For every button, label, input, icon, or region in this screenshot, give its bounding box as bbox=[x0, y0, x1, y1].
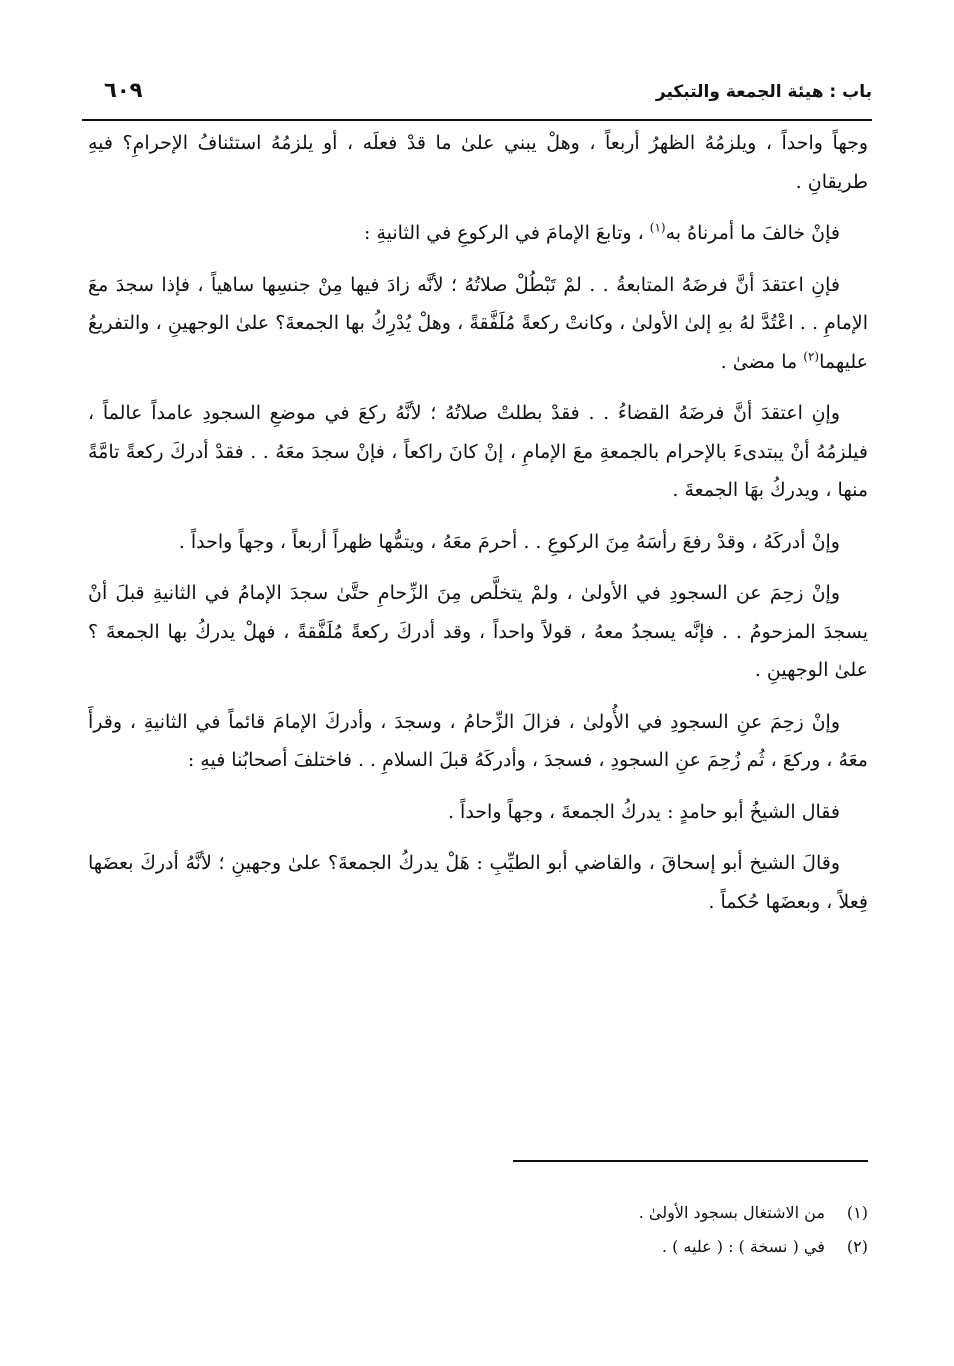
paragraph-text: وقالَ الشيخ أبو إسحاقَ ، والقاضي أبو الطيِّبِ : هَلْ يدركُ الجمعةَ؟ علىٰ وجهينِ ؛ لأنَّهُ أدركَ بعضَها فِعلاً ، وبعضَها حُكماً . bbox=[88, 852, 868, 913]
footnote-number: (١) bbox=[846, 1203, 868, 1222]
paragraph bbox=[88, 266, 868, 382]
paragraph bbox=[88, 124, 868, 201]
footnote bbox=[88, 1196, 868, 1230]
paragraph-text: فقال الشيخُ أبو حامدٍ : يدركُ الجمعةَ ، وجهاً واحداً . bbox=[447, 800, 840, 823]
paragraph bbox=[88, 703, 868, 780]
paragraph bbox=[88, 523, 868, 562]
footnote-rule bbox=[513, 1160, 868, 1162]
footnote bbox=[88, 1230, 868, 1264]
paragraph bbox=[88, 844, 868, 921]
footnote-ref: (١) bbox=[649, 220, 666, 235]
footnote-text: من الاشتغال بسجود الأولىٰ . bbox=[638, 1203, 825, 1222]
page-header bbox=[82, 76, 872, 116]
paragraph-text: فإنِ اعتقدَ أنَّ فرضَهُ المتابعةُ . . لمْ تَبْطُلْ صلاتُهُ ؛ لأنَّه زادَ فيها مِنْ جنسِها ساهياً ، فإذا سجدَ معَ الإمامِ . . اعْتُدَّ لهُ بهِ إلىٰ الأولىٰ ، وكانتْ ركعةً مُلَفَّقةً ، وهلْ يُدْرِكُ بها الجمعةَ؟ علىٰ الوجهينِ ، والتفريعُ عليهما bbox=[88, 273, 868, 373]
paragraph-text: ما مضىٰ . bbox=[720, 350, 798, 373]
paragraph-text: وجهاً واحداً ، ويلزمُهُ الظهرُ أربعاً ، وهلْ يبني علىٰ ما قدْ فعلَه ، أو يلزمُهُ استئنافُ الإحرامِ؟ فيهِ طريقانِ . bbox=[88, 132, 868, 193]
paragraph-text: ، وتابعَ الإمامَ في الركوعِ في الثانيةِ : bbox=[364, 222, 644, 244]
footnote-text: في ( نسخة ) : ( عليه ) . bbox=[661, 1237, 825, 1256]
paragraph-text: فإنْ خالفَ ما أمرناهُ به bbox=[665, 222, 840, 244]
paragraph bbox=[88, 793, 868, 832]
paragraph bbox=[88, 214, 868, 253]
paragraph bbox=[88, 394, 868, 510]
footnote-number: (٢) bbox=[846, 1237, 868, 1256]
running-title: باب : هيئة الجمعة والتبكير bbox=[655, 82, 872, 102]
paragraph-text: وإنْ زحِمَ عن السجودِ في الأولىٰ ، ولمْ يتخلَّص مِنَ الزِّحامِ حتَّىٰ سجدَ الإمامُ في الثانيةِ قبلَ أنْ يسجدَ المزحومُ . . فإنَّه يسجدُ معهُ ، قولاً واحداً ، وقد أدركَ ركعةً مُلَفَّقةً ، فهلْ يدركُ بها الجمعةَ ؟ علىٰ الوجهينِ . bbox=[88, 582, 868, 681]
paragraph-text: وإنْ أدركَهُ ، وقدْ رفعَ رأسَهُ مِنَ الركوعِ . . أحرمَ معَهُ ، ويتمُّها ظهراً أربعاً ، وجهاً واحداً . bbox=[178, 530, 840, 553]
paragraph-text: وإنِ اعتقدَ أنَّ فرضَهُ القضاءُ . . فقدْ بطلتْ صلاتُهُ ؛ لأنَّهُ ركعَ في موضعِ السجودِ عامداً عالماً ، فيلزمُهُ أنْ يبتدىءَ بالإحرام بالجمعةِ معَ الإمامِ ، إنْ كانَ راكعاً ، فإنْ سجدَ معَهُ . . فقدْ أدركَ ركعةً تامَّةً منها ، ويدركُ بهَا الجمعةَ . bbox=[88, 402, 868, 501]
header-rule bbox=[82, 119, 872, 121]
footnote-ref: (٢) bbox=[803, 349, 820, 364]
main-text bbox=[88, 124, 868, 934]
paragraph-text: وإنْ زحِمَ عنِ السجودِ في الأُولىٰ ، فزالَ الزِّحامُ ، وسجدَ ، وأدركَ الإمامَ قائماً في الثانيةِ ، وقرأَ معَهُ ، وركعَ ، ثُم زُحِمَ عنِ السجودِ ، فسجدَ ، وأدركَهُ قبلَ السلامِ . . فاختلفَ أصحابُنا فيهِ : bbox=[88, 710, 868, 771]
page-number: ٦٠٩ bbox=[104, 78, 143, 102]
paragraph bbox=[88, 574, 868, 690]
footnotes bbox=[88, 1196, 868, 1264]
